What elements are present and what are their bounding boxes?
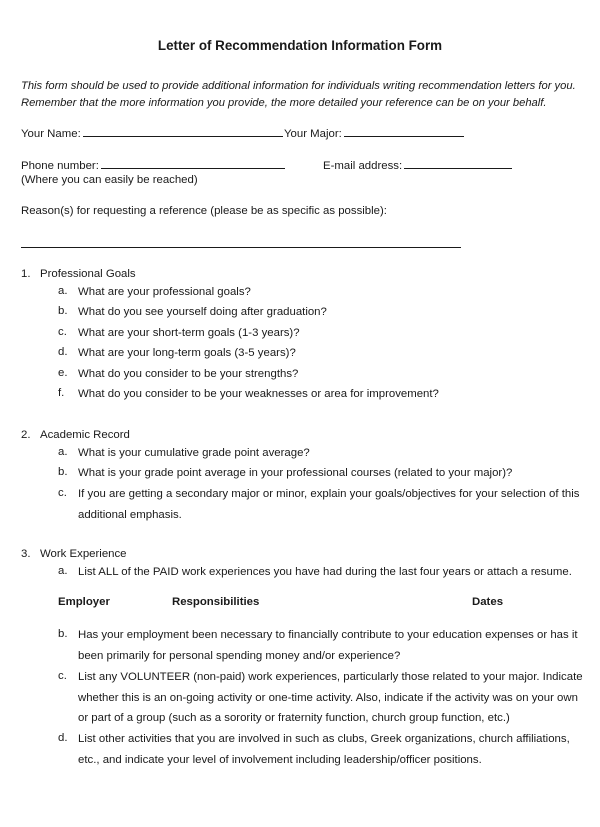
question-item: Has your employment been necessary to financially contribute to your education expenses or has it been primarily for personal spending money and/or experience? [78, 629, 578, 662]
section-title: Professional Goals [40, 268, 136, 280]
your-name-blank[interactable] [83, 125, 283, 137]
question-item: If you are getting a secondary major or minor, explain your goals/objectives for your selection of this additional emphasis. [78, 488, 580, 521]
reasons-label: Reason(s) for requesting a reference (please be as specific as possible): [21, 205, 387, 217]
section-number: 3. [21, 548, 31, 560]
reasons-blank[interactable] [21, 247, 461, 248]
item-letter: b. [58, 628, 68, 640]
item-letter: c. [58, 326, 67, 338]
question-item: What do you consider to be your weaknesses or area for improvement? [78, 388, 439, 400]
question-item: What do you see yourself doing after graduation? [78, 306, 327, 318]
question-item: What are your long-term goals (3-5 years)? [78, 347, 296, 359]
form-title: Letter of Recommendation Information Form [157, 38, 443, 53]
form-intro: This form should be used to provide additional information for individuals writing recommendation letters for you. Remember that the more information you provide, the more detailed your reference can be on your behalf. [21, 80, 576, 109]
question-item: What do you consider to be your strengths? [78, 368, 299, 380]
question-item: What is your grade point average in your professional courses (related to your major)? [78, 467, 513, 479]
question-item: List ALL of the PAID work experiences you have had during the last four years or attach a resume. [78, 566, 572, 578]
your-name-label: Your Name: [21, 128, 81, 140]
question-item: What is your cumulative grade point average? [78, 447, 310, 459]
your-major-field[interactable] [284, 125, 464, 140]
item-letter: a. [58, 446, 68, 458]
item-letter: f. [58, 387, 65, 399]
section-number: 1. [21, 268, 31, 280]
question-item: List other activities that you are involved in such as clubs, Greek organizations, church affiliations, etc., and indicate your level of involvement including leadership/officer positions. [78, 733, 570, 766]
item-letter: a. [58, 285, 68, 297]
question-item: What are your professional goals? [78, 286, 251, 298]
email-field[interactable] [323, 157, 512, 172]
your-major-blank[interactable] [344, 125, 464, 137]
your-major-label: Your Major: [284, 128, 342, 140]
section-number: 2. [21, 429, 31, 441]
phone-field[interactable] [21, 157, 285, 172]
item-letter: d. [58, 732, 68, 744]
phone-blank[interactable] [101, 157, 285, 169]
email-label: E-mail address: [323, 160, 403, 172]
phone-note: (Where you can easily be reached) [21, 174, 198, 186]
email-blank[interactable] [404, 157, 512, 169]
dates-header: Dates [472, 596, 504, 608]
item-letter: d. [58, 346, 68, 358]
section-title: Work Experience [40, 548, 127, 560]
question-item: List any VOLUNTEER (non-paid) work experiences, particularly those related to your major. Indicate whether this is an on-going activity or one-time activity. Also, indicate if the activity was on your own or part of a group (such as a sorority or fraternity function, church group function, etc.) [78, 671, 583, 724]
item-letter: e. [58, 367, 68, 379]
responsibilities-header: Responsibilities [172, 596, 260, 608]
item-letter: c. [58, 487, 67, 499]
your-name-field[interactable] [21, 125, 283, 140]
item-letter: a. [58, 565, 68, 577]
section-title: Academic Record [40, 429, 130, 441]
question-item: What are your short-term goals (1-3 years)? [78, 327, 300, 339]
item-letter: b. [58, 466, 68, 478]
item-letter: c. [58, 670, 67, 682]
phone-label: Phone number: [21, 160, 99, 172]
employer-header: Employer [58, 596, 110, 608]
item-letter: b. [58, 305, 68, 317]
